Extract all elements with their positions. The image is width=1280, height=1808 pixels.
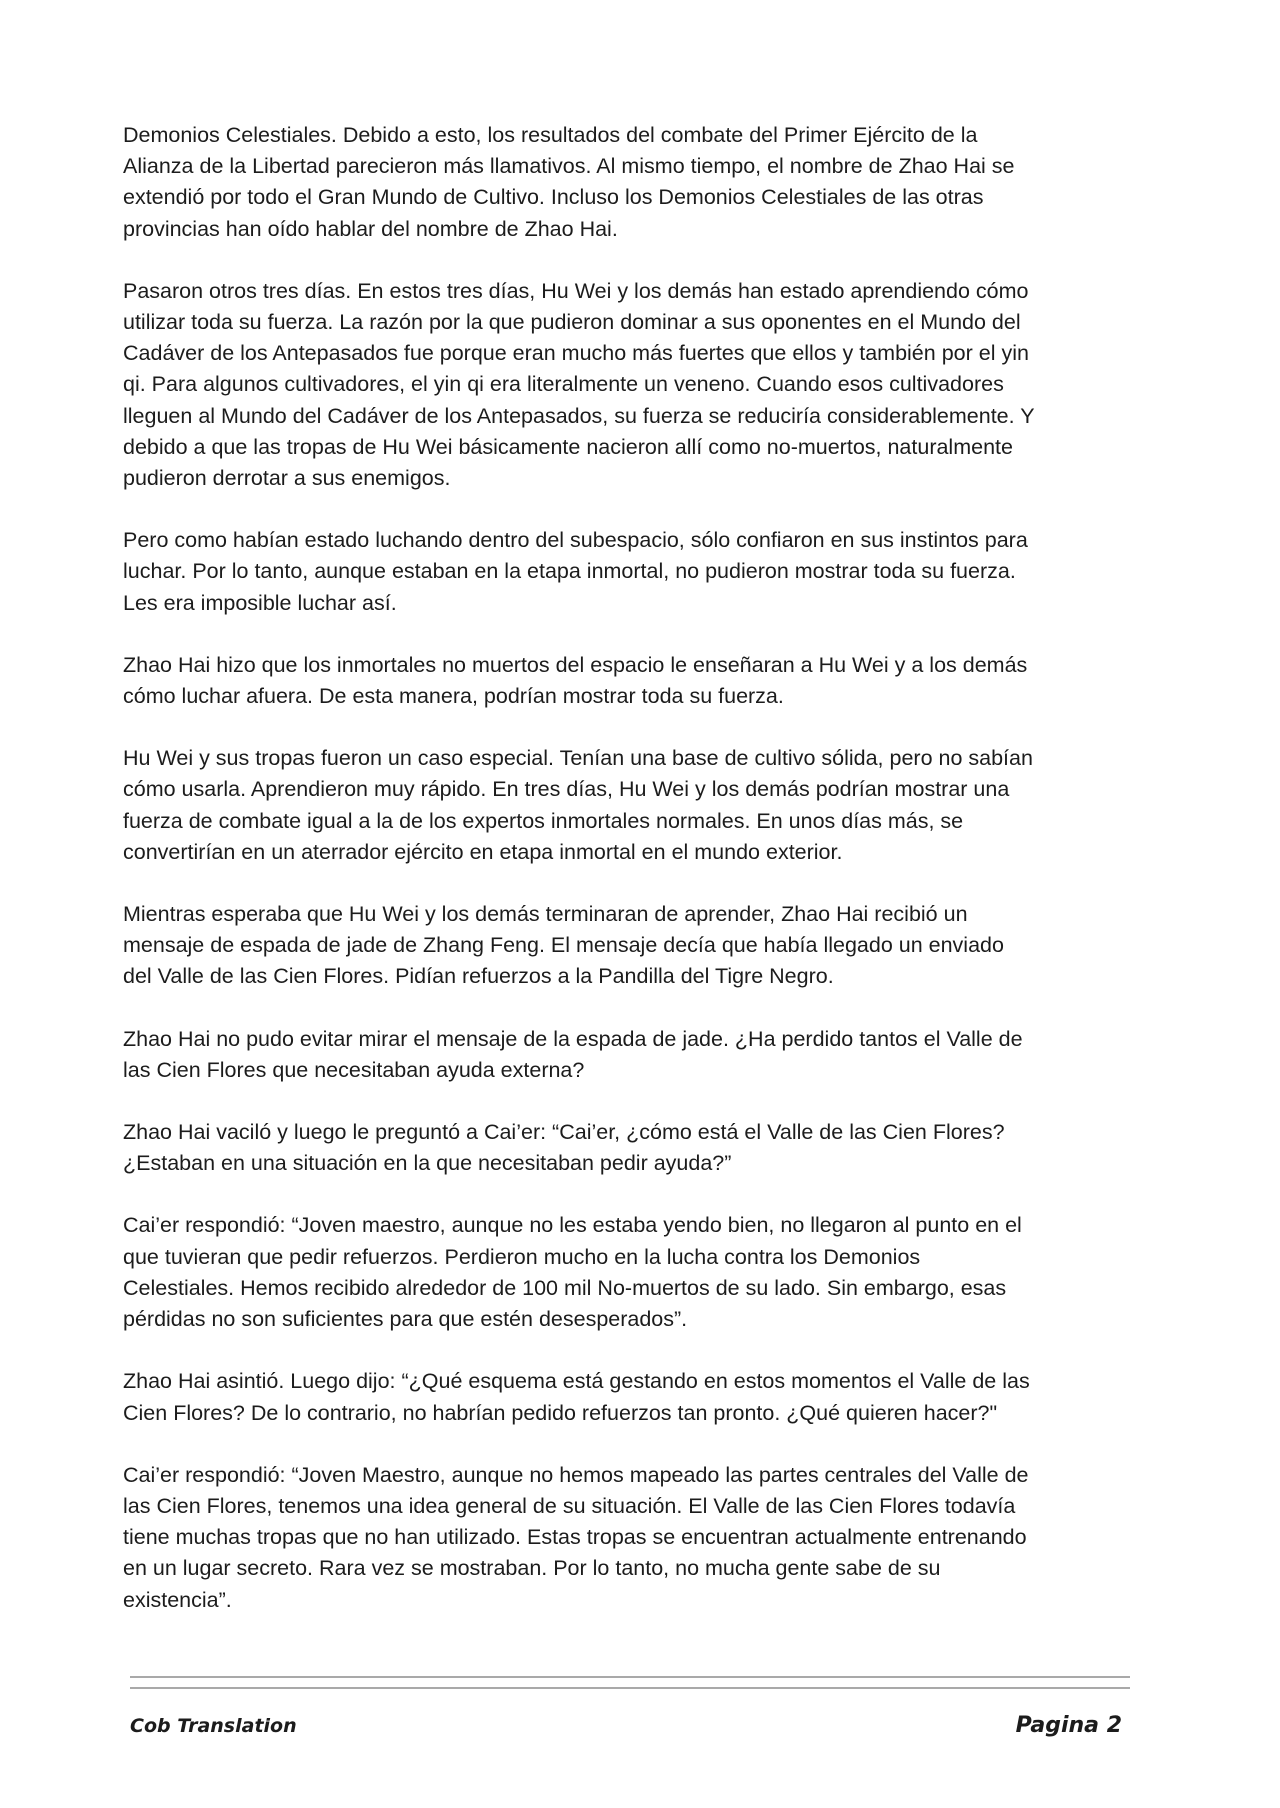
paragraph <box>123 650 1163 712</box>
paragraph-line: existencia”. <box>123 1587 232 1612</box>
paragraph-line: utilizar toda su fuerza. La razón por la que pudieron dominar a sus oponentes en el Mundo del <box>123 310 1021 335</box>
paragraph <box>123 525 1163 619</box>
paragraph <box>123 120 1163 245</box>
paragraph-line: provincias han oído hablar del nombre de Zhao Hai. <box>123 216 618 241</box>
paragraph-line: ¿Estaban en una situación en la que necesitaban pedir ayuda?” <box>123 1151 732 1176</box>
paragraph-line: lleguen al Mundo del Cadáver de los Antepasados, su fuerza se reduciría considerablemente. Y <box>123 403 1035 428</box>
paragraph-line: Celestiales. Hemos recibido alrededor de 100 mil No-muertos de su lado. Sin embargo, esas <box>123 1275 1007 1300</box>
paragraph-line: Cadáver de los Antepasados fue porque eran mucho más fuertes que ellos y también por el yin <box>123 341 1029 366</box>
paragraph <box>123 1460 1163 1616</box>
paragraph-line: Zhao Hai no pudo evitar mirar el mensaje de la espada de jade. ¿Ha perdido tantos el Valle de <box>123 1026 1023 1051</box>
paragraph-line: Cai’er respondió: “Joven maestro, aunque no les estaba yendo bien, no llegaron al punto en el <box>123 1213 1022 1238</box>
paragraph-line: pudieron derrotar a sus enemigos. <box>123 466 451 491</box>
paragraph-line: tiene muchas tropas que no han utilizado. Estas tropas se encuentran actualmente entrenando <box>123 1525 1027 1550</box>
footer-page-number: Pagina 2 <box>1015 1713 1122 1738</box>
paragraph-line: las Cien Flores, tenemos una idea general de su situación. El Valle de las Cien Flores todavía <box>123 1493 1016 1518</box>
footer-divider-top <box>130 1676 1130 1678</box>
paragraph-line: Demonios Celestiales. Debido a esto, los resultados del combate del Primer Ejército de la <box>123 123 978 147</box>
paragraph-line: Zhao Hai hizo que los inmortales no muertos del espacio le enseñaran a Hu Wei y a los demás <box>123 652 1028 677</box>
paragraph-line: pérdidas no son suficientes para que estén desesperados”. <box>123 1307 688 1332</box>
paragraph <box>123 1117 1163 1179</box>
paragraph-line: Les era imposible luchar así. <box>123 590 397 615</box>
paragraph-line: debido a que las tropas de Hu Wei básicamente nacieron allí como no-muertos, naturalmente <box>123 434 1013 459</box>
paragraph <box>123 1210 1163 1335</box>
paragraph <box>123 899 1163 993</box>
footer-divider-bottom <box>130 1687 1130 1689</box>
paragraph-line: cómo luchar afuera. De esta manera, podrían mostrar toda su fuerza. <box>123 684 784 709</box>
paragraph-line: convertirían en un aterrador ejército en etapa inmortal en el mundo exterior. <box>123 839 843 864</box>
paragraph-line: del Valle de las Cien Flores. Pidían refuerzos a la Pandilla del Tigre Negro. <box>123 964 834 989</box>
footer-translator-credit: Cob Translation <box>130 1715 297 1737</box>
paragraph-line: fuerza de combate igual a la de los expertos inmortales normales. En unos días más, se <box>123 808 964 833</box>
paragraph-line: Zhao Hai vaciló y luego le preguntó a Cai’er: “Cai’er, ¿cómo está el Valle de las Cien Flores? <box>123 1120 1005 1145</box>
paragraph-line: mensaje de espada de jade de Zhang Feng. El mensaje decía que había llegado un enviado <box>123 933 1004 958</box>
paragraph-line: Pasaron otros tres días. En estos tres días, Hu Wei y los demás han estado aprendiendo cómo <box>123 278 1029 303</box>
paragraph-line: Mientras esperaba que Hu Wei y los demás terminaran de aprender, Zhao Hai recibió un <box>123 902 968 927</box>
paragraph-line: Alianza de la Libertad parecieron más llamativos. Al mismo tiempo, el nombre de Zhao Hai se <box>123 154 1015 179</box>
paragraph <box>123 276 1163 494</box>
paragraph <box>123 743 1163 868</box>
paragraph-line: cómo usarla. Aprendieron muy rápido. En tres días, Hu Wei y los demás podrían mostrar una <box>123 777 1010 802</box>
paragraph-line: qi. Para algunos cultivadores, el yin qi era literalmente un veneno. Cuando esos cultivadores <box>123 372 1004 397</box>
paragraph-line: que tuvieran que pedir refuerzos. Perdieron mucho en la lucha contra los Demonios <box>123 1244 921 1269</box>
paragraph-line: en un lugar secreto. Rara vez se mostraban. Por lo tanto, no mucha gente sabe de su <box>123 1556 941 1581</box>
paragraph <box>123 1366 1163 1428</box>
paragraph-line: luchar. Por lo tanto, aunque estaban en la etapa inmortal, no pudieron mostrar toda su fuerza. <box>123 559 1016 584</box>
paragraph-line: Cien Flores? De lo contrario, no habrían pedido refuerzos tan pronto. ¿Qué quieren hacer?" <box>123 1400 998 1425</box>
paragraph <box>123 1024 1163 1086</box>
paragraph-line: Cai’er respondió: “Joven Maestro, aunque no hemos mapeado las partes centrales del Valle de <box>123 1462 1029 1487</box>
paragraph-line: las Cien Flores que necesitaban ayuda externa? <box>123 1057 585 1082</box>
paragraph-line: extendió por todo el Gran Mundo de Cultivo. Incluso los Demonios Celestiales de las otras <box>123 185 984 210</box>
paragraph-line: Hu Wei y sus tropas fueron un caso especial. Tenían una base de cultivo sólida, pero no sabían <box>123 746 1033 771</box>
paragraph-line: Pero como habían estado luchando dentro del subespacio, sólo confiaron en sus instintos para <box>123 528 1028 553</box>
paragraph-line: Zhao Hai asintió. Luego dijo: “¿Qué esquema está gestando en estos momentos el Valle de las <box>123 1369 1030 1394</box>
document-body <box>123 120 1163 1647</box>
